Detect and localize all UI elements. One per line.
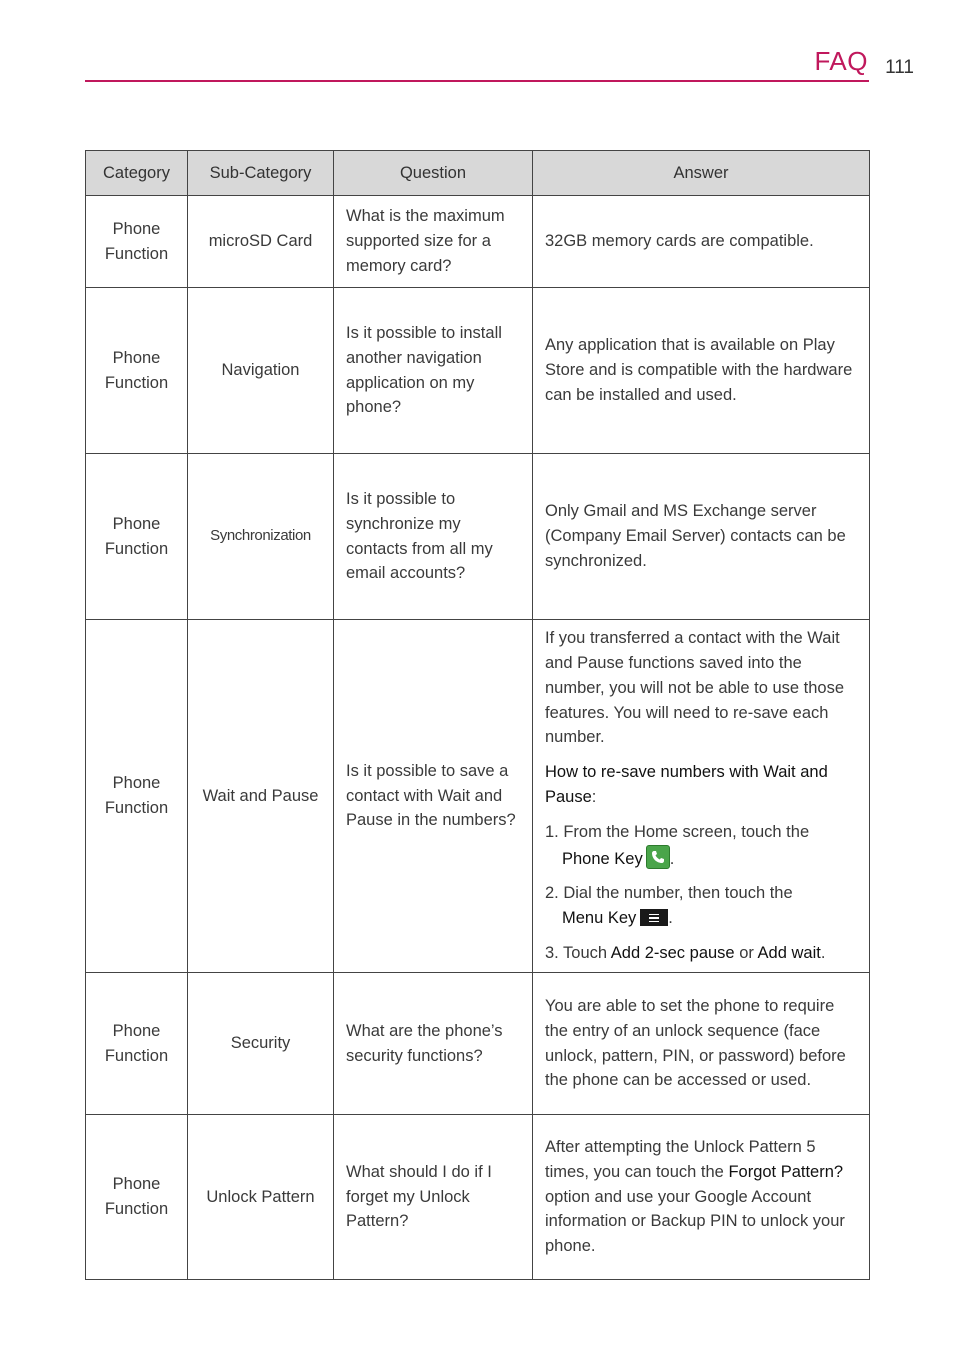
table-row xyxy=(86,973,870,1115)
table-header-row xyxy=(86,151,870,196)
question-cell: What are the phone’s security functions? xyxy=(334,973,533,1115)
answer-cell: 32GB memory cards are compatible. xyxy=(533,196,870,288)
step-3-end: . xyxy=(820,943,826,962)
question-cell: Is it possible to install another navigation application on my phone? xyxy=(334,288,533,454)
menu-key-icon xyxy=(640,909,668,926)
step-1 xyxy=(545,820,857,872)
step-3-or: or xyxy=(734,943,758,962)
column-header-sub-category: Sub-Category xyxy=(188,151,334,196)
category-cell: Phone Function xyxy=(86,1115,188,1280)
category-cell: Phone Function xyxy=(86,454,188,620)
sub-category-cell: Unlock Pattern xyxy=(188,1115,334,1280)
category-cell: Phone Function xyxy=(86,288,188,454)
answer-cell: Only Gmail and MS Exchange server (Company Email Server) contacts can be synchronized. xyxy=(533,454,870,620)
step-2-end: . xyxy=(668,909,673,928)
answer-cell: You are able to set the phone to require the entry of an unlock sequence (face unlock, pattern, PIN, or password) before the phone can be accessed or used. xyxy=(533,973,870,1115)
answer-cell: Any application that is available on Play Store and is compatible with the hardware can be installed and used. xyxy=(533,288,870,454)
answer-cell xyxy=(533,1115,870,1280)
answer-text-post: option and use your Google Account information or Backup PIN to unlock your phone. xyxy=(545,1187,845,1256)
sub-category-cell: microSD Card xyxy=(188,196,334,288)
header-divider xyxy=(85,80,869,82)
howto-heading xyxy=(545,760,857,810)
faq-table xyxy=(85,150,870,1280)
step-2-text: 2. Dial the number, then touch the xyxy=(545,884,793,903)
add-pause-option: Add 2-sec pause xyxy=(610,943,735,962)
page-number: 111 xyxy=(885,57,914,78)
table-row xyxy=(86,288,870,454)
question-cell: What should I do if I forget my Unlock Pattern? xyxy=(334,1115,533,1280)
column-header-category: Category xyxy=(86,151,188,196)
howto-colon: : xyxy=(591,788,597,806)
step-3 xyxy=(545,941,857,966)
answer-cell xyxy=(533,620,870,973)
forgot-pattern-option: Forgot Pattern? xyxy=(728,1162,844,1181)
category-cell: Phone Function xyxy=(86,620,188,973)
phone-key-icon xyxy=(646,845,670,869)
category-cell: Phone Function xyxy=(86,973,188,1115)
question-cell: Is it possible to save a contact with Wait and Pause in the numbers? xyxy=(334,620,533,973)
answer-intro: If you transferred a contact with the Wait and Pause functions saved into the number, you will not be able to use those features. You will need to re-save each number. xyxy=(545,629,845,747)
table-row xyxy=(86,196,870,288)
column-header-question: Question xyxy=(334,151,533,196)
table-row xyxy=(86,1115,870,1280)
sub-category-cell: Synchronization xyxy=(188,454,334,620)
sub-category-cell: Navigation xyxy=(188,288,334,454)
sub-category-cell: Security xyxy=(188,973,334,1115)
table-row xyxy=(86,454,870,620)
step-3-pre: 3. Touch xyxy=(545,943,611,962)
add-wait-option: Add wait xyxy=(757,943,821,962)
column-header-answer: Answer xyxy=(533,151,870,196)
table-row xyxy=(86,620,870,973)
step-1-end: . xyxy=(669,849,675,868)
answer-text-pre: After attempting the Unlock Pattern 5 times, you can touch the xyxy=(545,1138,816,1181)
question-cell: What is the maximum supported size for a memory card? xyxy=(334,196,533,288)
phone-key-label: Phone Key xyxy=(562,849,643,868)
question-cell: Is it possible to synchronize my contacts from all my email accounts? xyxy=(334,454,533,620)
page-title: FAQ xyxy=(814,46,868,76)
step-1-key-line xyxy=(545,845,857,872)
step-2-key-line xyxy=(545,906,857,931)
step-2 xyxy=(545,881,857,931)
menu-key-label: Menu Key xyxy=(562,909,637,928)
sub-category-cell: Wait and Pause xyxy=(188,620,334,973)
howto-title: How to re-save numbers with Wait and Pause xyxy=(545,763,828,806)
step-1-text: 1. From the Home screen, touch the xyxy=(545,822,810,841)
category-cell: Phone Function xyxy=(86,196,188,288)
